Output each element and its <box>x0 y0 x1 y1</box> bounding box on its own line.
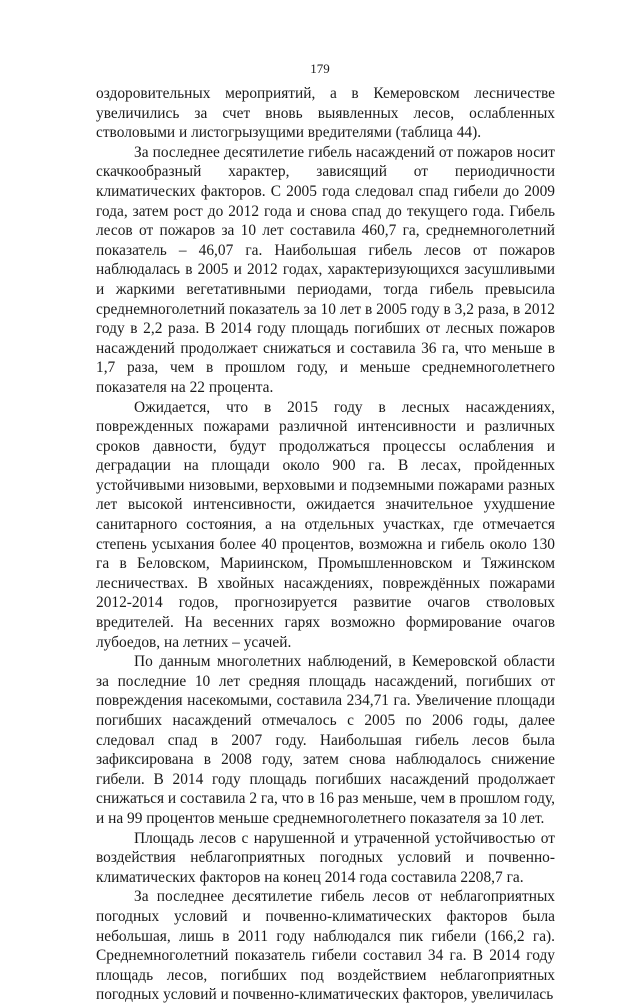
page-number: 179 <box>310 61 330 76</box>
paragraph: Площадь лесов с нарушенной и утраченной устойчивостью от воздействия неблагоприятных погодных условий и почвенно-климатических факторов на конец 2014 года составила 2208,7 га. <box>96 829 555 886</box>
paragraph: За последнее десятилетие гибель лесов от неблагоприятных погодных условий и почвенно-климатических факторов была небольшая, лишь в 2011 году наблюдался пик гибели (166,2 га). Среднемноголетний показатель гибели составил 34 га. В 2014 году площадь лесов, погибших под воздействием неблагоприятных погодных условий и почвенно-климатических факторов, увеличилась <box>96 888 555 1004</box>
paragraph: По данным многолетних наблюдений, в Кемеровской области за последние 10 лет средняя площадь насаждений, погибших от повреждения насекомыми, составила 234,71 га. Увеличение площади погибших насаждений отмечалось с 2005 по 2006 годы, далее следовал спад в 2007 году. Наибольшая гибель лесов была зафиксирована в 2008 году, затем снова наблюдалось снижение гибели. В 2014 году площадь погибших насаждений продолжает снижаться и составила 2 га, что в 16 раз меньше, чем в прошлом году, и на 99 процентов меньше среднемноголетнего показателя за 10 лет. <box>96 653 555 827</box>
paragraph: оздоровительных мероприятий, а в Кемеровском лесничестве увеличились за счет вновь выявленных лесов, ослабленных стволовыми и листогрызущими вредителями (таблица 44). <box>96 85 555 142</box>
paragraph: За последнее десятилетие гибель насаждений от пожаров носит скачкообразный характер, зависящий от периодичности климатических факторов. С 2005 года следовал спад гибели до 2009 года, затем рост до 2012 года и снова спад до текущего года. Гибель лесов от пожаров за 10 лет составила 460,7 га, среднемноголетний показатель – 46,07 га. Наибольшая гибель лесов от пожаров наблюдалась в 2005 и 2012 годах, характеризующихся засушливыми и жаркими вегетативными периодами, тогда гибель превысила среднемноголетний показатель за 10 лет в 2005 году в 3,2 раза, в 2012 году в 2,2 раза. В 2014 году площадь погибших от лесных пожаров насаждений продолжает снижаться и составила 36 га, что меньше в 1,7 раза, чем в прошлом году, и меньше среднемноголетнего показателя на 22 процента. <box>96 143 555 396</box>
body-text <box>96 84 555 1005</box>
paragraph: Ожидается, что в 2015 году в лесных насаждениях, поврежденных пожарами различной интенсивности и различных сроков давности, будут продолжаться процессы ослабления и деградации на площади около 900 га. В лесах, пройденных устойчивыми низовыми, верховыми и подземными пожарами разных лет высокой интенсивности, ожидается значительное ухудшение санитарного состояния, а на отдельных участках, где отмечается степень усыхания более 40 процентов, возможна и гибель около 130 га в Беловском, Мариинском, Промышленновском и Тяжинском лесничествах. В хвойных насаждениях, повреждённых пожарами 2012-2014 годов, прогнозируется развитие очагов стволовых вредителей. На весенних гарях возможно формирование очагов лубоедов, на летних – усачей. <box>96 398 555 651</box>
